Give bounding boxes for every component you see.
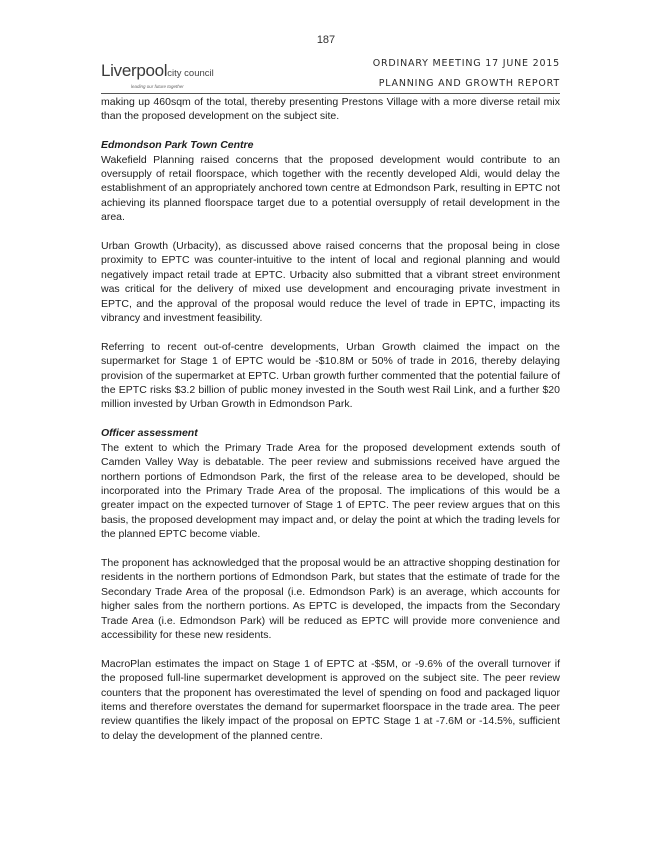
logo-name: Liverpool (101, 61, 168, 80)
section-heading-edmondson: Edmondson Park Town Centre (101, 139, 254, 152)
section-heading-officer-assessment: Officer assessment (101, 427, 198, 440)
page-number: 187 (316, 34, 336, 46)
header-divider (101, 93, 560, 94)
paragraph: The proponent has acknowledged that the proposal would be an attractive shopping destination for residents in the northern portions of Edmondson Park, but states that the estimate of trade for the Secondary Trade Area of the proposal (i.e. Edmondson Park) is an average, which accounts for higher sales from the northern portions. As EPTC is developed, the impacts from the Secondary Trade Area (i.e. Edmondson Park) will be reduced as EPTC will provide more convenience and accessibility for these new residents. (101, 556, 560, 641)
report-body (101, 95, 560, 758)
paragraph: MacroPlan estimates the impact on Stage 1 of EPTC at -$5M, or -9.6% of the overall turnover if the proposed full-line supermarket development is approved on the subject site. The peer review counters that the proponent has overestimated the level of spending on food and packaged liquor items and therefore overstates the demand for supermarket floorspace in the trade area. The peer review quantifies the likely impact of the proposal on EPTC Stage 1 at -7.6M or -14.5%, sufficient to delay the development of the planned centre. (101, 657, 560, 742)
logo-suffix: city council (167, 68, 214, 79)
intro-paragraph: making up 460sqm of the total, thereby presenting Prestons Village with a more diverse retail mix than the proposed development on the subject site. (101, 96, 560, 123)
logo-wordmark (101, 62, 251, 83)
paragraph: Wakefield Planning raised concerns that the proposed development would contribute to an oversupply of retail floorspace, which together with the recently developed Aldi, would delay the establishment of an appropriately anchored town centre at Edmondson Park, resulting in EPTC not achieving its planned floorspace target due to a potential oversupply of retail development in the area. (101, 153, 560, 224)
paragraph: Referring to recent out-of-centre developments, Urban Growth claimed the impact on the supermarket for Stage 1 of EPTC would be -$10.8M or 50% of trade in 2016, thereby delaying provision of the supermarket at EPTC. Urban growth further commented that the potential failure of the EPTC risks $3.2 billion of public money invested in the South west Rail Link, and a further $20 million invested by Urban Growth in Edmondson Park. (101, 340, 560, 411)
report-title: PLANNING AND GROWTH REPORT (378, 78, 560, 89)
logo-tagline: leading our future together (131, 84, 184, 89)
paragraph: The extent to which the Primary Trade Area for the proposed development extends south of Camden Valley Way is debatable. The peer review and submissions received have argued the northern portions of Edmondson Park, the first of the release area to be developed, should be incorporated into the Primary Trade Area of the proposal. The implications of this would be a greater impact on the expected turnover of Stage 1 of EPTC. The peer review argues that on this basis, the proposed development may impact and, or delay the point at which the trading levels for the planned EPTC become viable. (101, 441, 560, 541)
meeting-title: ORDINARY MEETING 17 JUNE 2015 (372, 58, 560, 69)
council-logo (101, 62, 251, 89)
paragraph: Urban Growth (Urbacity), as discussed above raised concerns that the proposal being in close proximity to EPTC was counter-intuitive to the intent of local and regional planning and would negatively impact retail trade at EPTC. Urbacity also submitted that a vibrant street environment was critical for the delivery of mixed use development and encouraging private investment in EPTC, and the approval of the proposal would reduce the level of trade in EPTC, impacting its vibrancy and investment feasibility. (101, 240, 560, 325)
report-header (373, 54, 560, 94)
